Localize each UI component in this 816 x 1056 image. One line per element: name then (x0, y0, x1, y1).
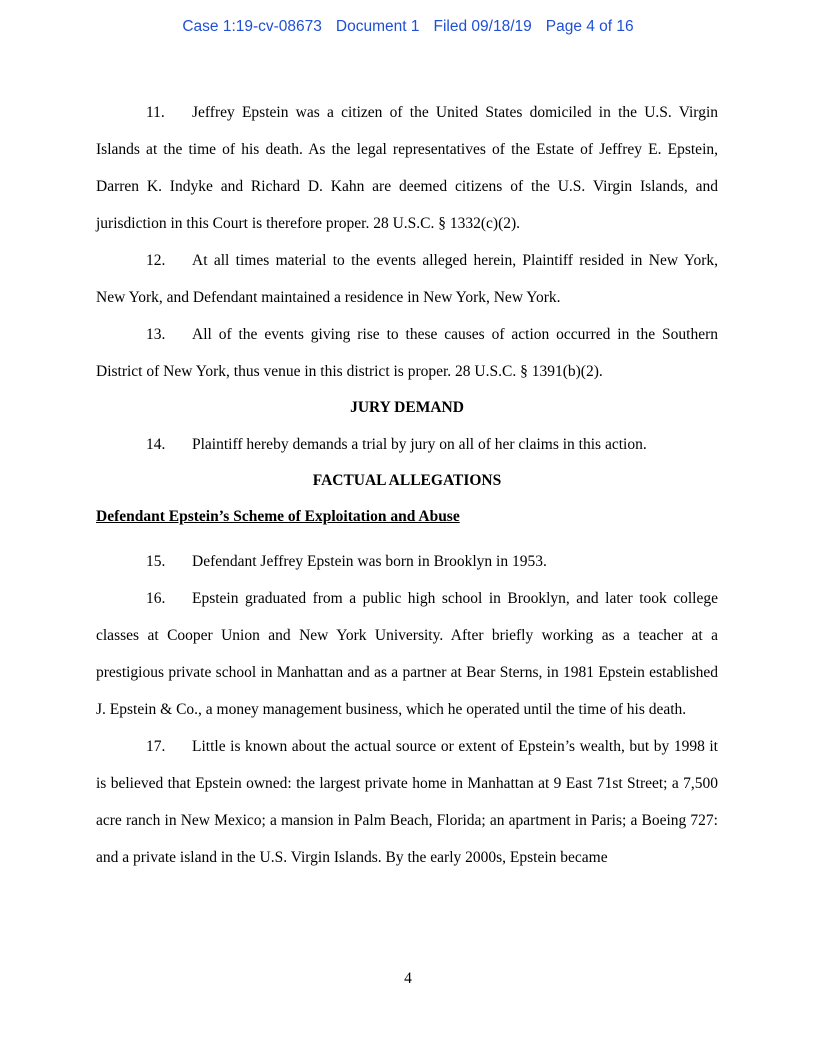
paragraph-number: 13. (146, 326, 166, 343)
paragraph-11 (96, 94, 718, 242)
paragraph-text: Epstein graduated from a public high school in Brooklyn, and later took college classes at Cooper Union and New York University. After briefly working as a teacher at a prestigious private school in Manhattan and as a partner at Bear Sterns, in 1981 Epstein established J. Epstein & Co., a money management business, which he operated until the time of his death. (96, 590, 718, 718)
paragraph-12 (96, 242, 718, 316)
paragraph-text: Plaintiff hereby demands a trial by jury on all of her claims in this action. (192, 436, 647, 453)
page-count: Page 4 of 16 (545, 18, 634, 35)
paragraph-number: 12. (146, 252, 166, 269)
jury-demand-heading: JURY DEMAND (350, 399, 464, 416)
factual-allegations-heading: FACTUAL ALLEGATIONS (312, 472, 502, 489)
document-number: Document 1 (335, 18, 420, 35)
court-filing-header (0, 18, 816, 36)
paragraph-number: 11. (146, 104, 165, 121)
paragraph-13 (96, 316, 718, 390)
paragraph-text: All of the events giving rise to these causes of action occurred in the Southern District of New York, thus venue in this district is proper. 28 U.S.C. § 1391(b)(2). (96, 326, 718, 380)
paragraph-number: 17. (146, 738, 166, 755)
paragraph-15 (96, 543, 718, 580)
paragraph-number: 16. (146, 590, 166, 607)
paragraph-16 (96, 580, 718, 728)
paragraph-text: At all times material to the events alleged herein, Plaintiff resided in New York, New York, and Defendant maintained a residence in New York, New York. (96, 252, 718, 306)
paragraph-text: Jeffrey Epstein was a citizen of the United States domiciled in the U.S. Virgin Islands at the time of his death. As the legal representatives of the Estate of Jeffrey E. Epstein, Darren K. Indyke and Richard D. Kahn are deemed citizens of the U.S. Virgin Islands, and jurisdiction in this Court is therefore proper. 28 U.S.C. § 1332(c)(2). (96, 104, 718, 232)
paragraph-number: 15. (146, 553, 166, 570)
paragraph-14 (96, 426, 718, 463)
filed-date: Filed 09/18/19 (433, 18, 532, 35)
document-body (96, 94, 718, 876)
page-number: 4 (404, 970, 412, 987)
section-subheading: Defendant Epstein’s Scheme of Exploitation and Abuse (96, 508, 460, 525)
paragraph-text: Defendant Jeffrey Epstein was born in Brooklyn in 1953. (192, 553, 547, 570)
paragraph-17 (96, 728, 718, 876)
paragraph-number: 14. (146, 436, 166, 453)
case-number: Case 1:19-cv-08673 (182, 18, 322, 35)
paragraph-text: Little is known about the actual source or extent of Epstein’s wealth, but by 1998 it is believed that Epstein owned: the largest private home in Manhattan at 9 East 71st Street; a 7,500 acre ranch in New Mexico; a mansion in Palm Beach, Florida; an apartment in Paris; a Boeing 727: and a private island in the U.S. Virgin Islands. By the early 2000s, Epstein became (96, 738, 718, 866)
